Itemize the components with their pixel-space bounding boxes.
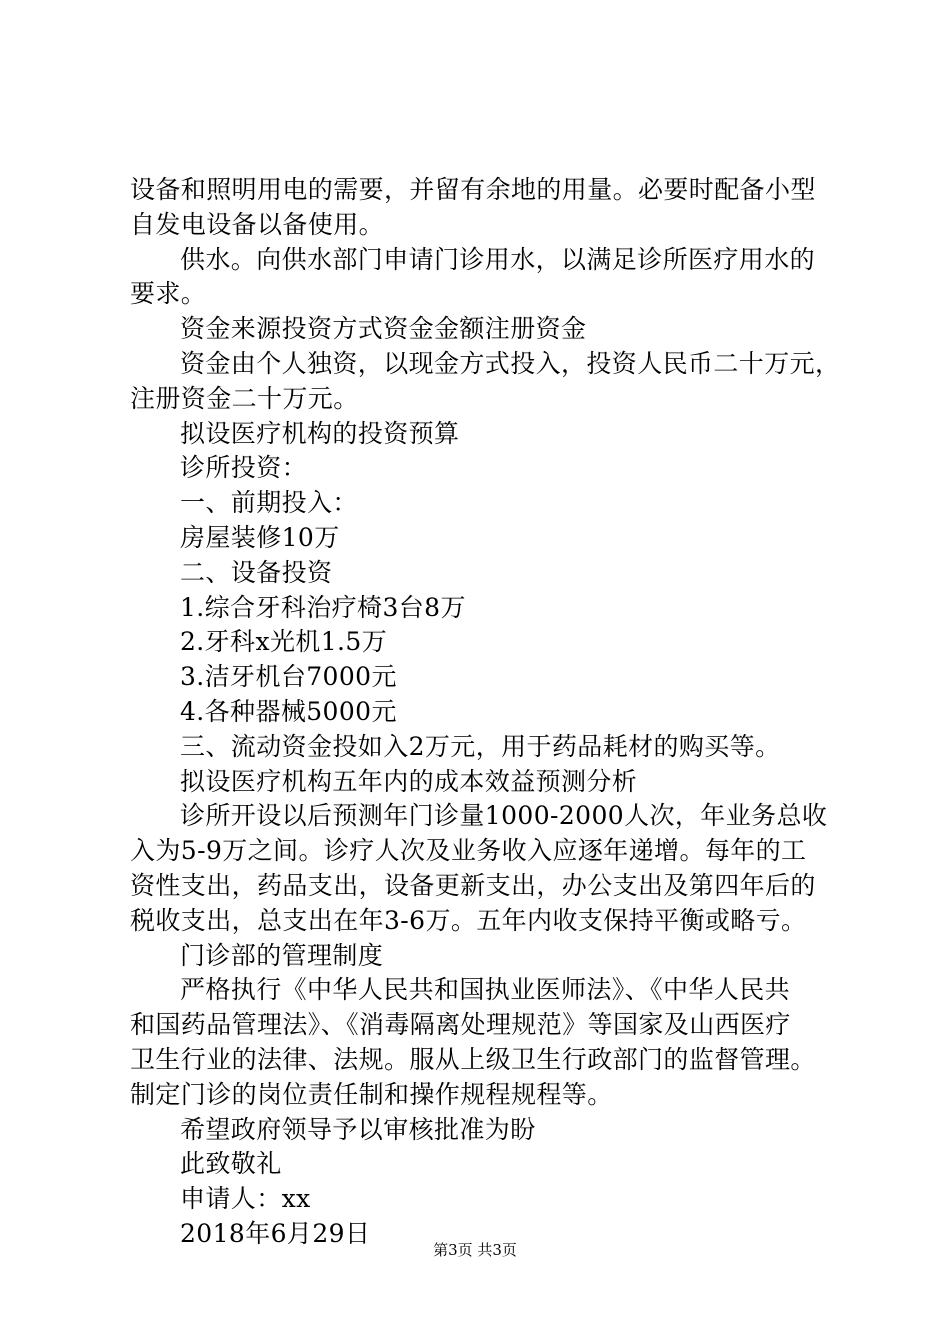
document-body	[130, 173, 841, 1252]
text-line: 一、前期投入：	[180, 488, 358, 518]
text-line: 二、设备投资	[180, 557, 333, 587]
text-line: 三、流动资金投如入2万元，用于药品耗材的购买等。	[180, 731, 781, 761]
section-heading: 拟设医疗机构五年内的成本效益预测分析	[180, 766, 638, 796]
text-line: 设备和照明用电的需要，并留有余地的用量。必要时配备小型	[130, 175, 816, 204]
text-line: 资金由个人独资，以现金方式投入，投资人民币二十万元，	[180, 348, 841, 378]
text-line: 诊所投资：	[180, 453, 308, 483]
section-heading: 门诊部的管理制度	[180, 940, 384, 970]
applicant-signature: 申请人：xx	[180, 1184, 311, 1214]
text-line: 诊所开设以后预测年门诊量1000-2000人次，年业务总收	[180, 801, 828, 831]
text-line: 税收支出，总支出在年3-6万。五年内收支保持平衡或略亏。	[130, 905, 807, 935]
text-line: 和国药品管理法》、《消毒隔离处理规范》等国家及山西医疗	[130, 1010, 791, 1040]
text-line: 注册资金二十万元。	[130, 383, 359, 413]
text-line: 要求。	[130, 279, 207, 309]
text-line: 资性支出，药品支出，设备更新支出，办公支出及第四年后的	[130, 870, 816, 900]
list-item: 4.各种器械5000元	[180, 696, 397, 726]
text-line: 供水。向供水部门申请门诊用水，以满足诊所医疗用水的	[180, 244, 816, 274]
text-line: 自发电设备以备使用。	[130, 209, 385, 239]
page-number-footer: 第3页 共3页	[433, 1241, 517, 1259]
text-line: 入为5-9万之间。诊疗人次及业务收入应逐年递增。每年的工	[130, 836, 807, 866]
closing-salutation: 此致敬礼	[180, 1149, 282, 1179]
text-line: 卫生行业的法律、法规。服从上级卫生行政部门的监督管理。	[130, 1044, 816, 1074]
list-item: 2.牙科x光机1.5万	[180, 627, 388, 657]
closing-line: 希望政府领导予以审核批准为盼	[180, 1114, 536, 1144]
document-date: 2018年6月29日	[180, 1218, 371, 1248]
text-line: 严格执行《中华人民共和国执业医师法》、《中华人民共	[180, 975, 791, 1005]
list-item: 3.洁牙机台7000元	[180, 662, 397, 692]
list-item: 1.综合牙科治疗椅3台8万	[180, 592, 466, 622]
text-line: 房屋装修10万	[180, 522, 340, 552]
section-heading: 拟设医疗机构的投资预算	[180, 418, 460, 448]
text-line: 制定门诊的岗位责任制和操作规程规程等。	[130, 1079, 613, 1109]
section-heading: 资金来源投资方式资金金额注册资金	[180, 314, 587, 344]
